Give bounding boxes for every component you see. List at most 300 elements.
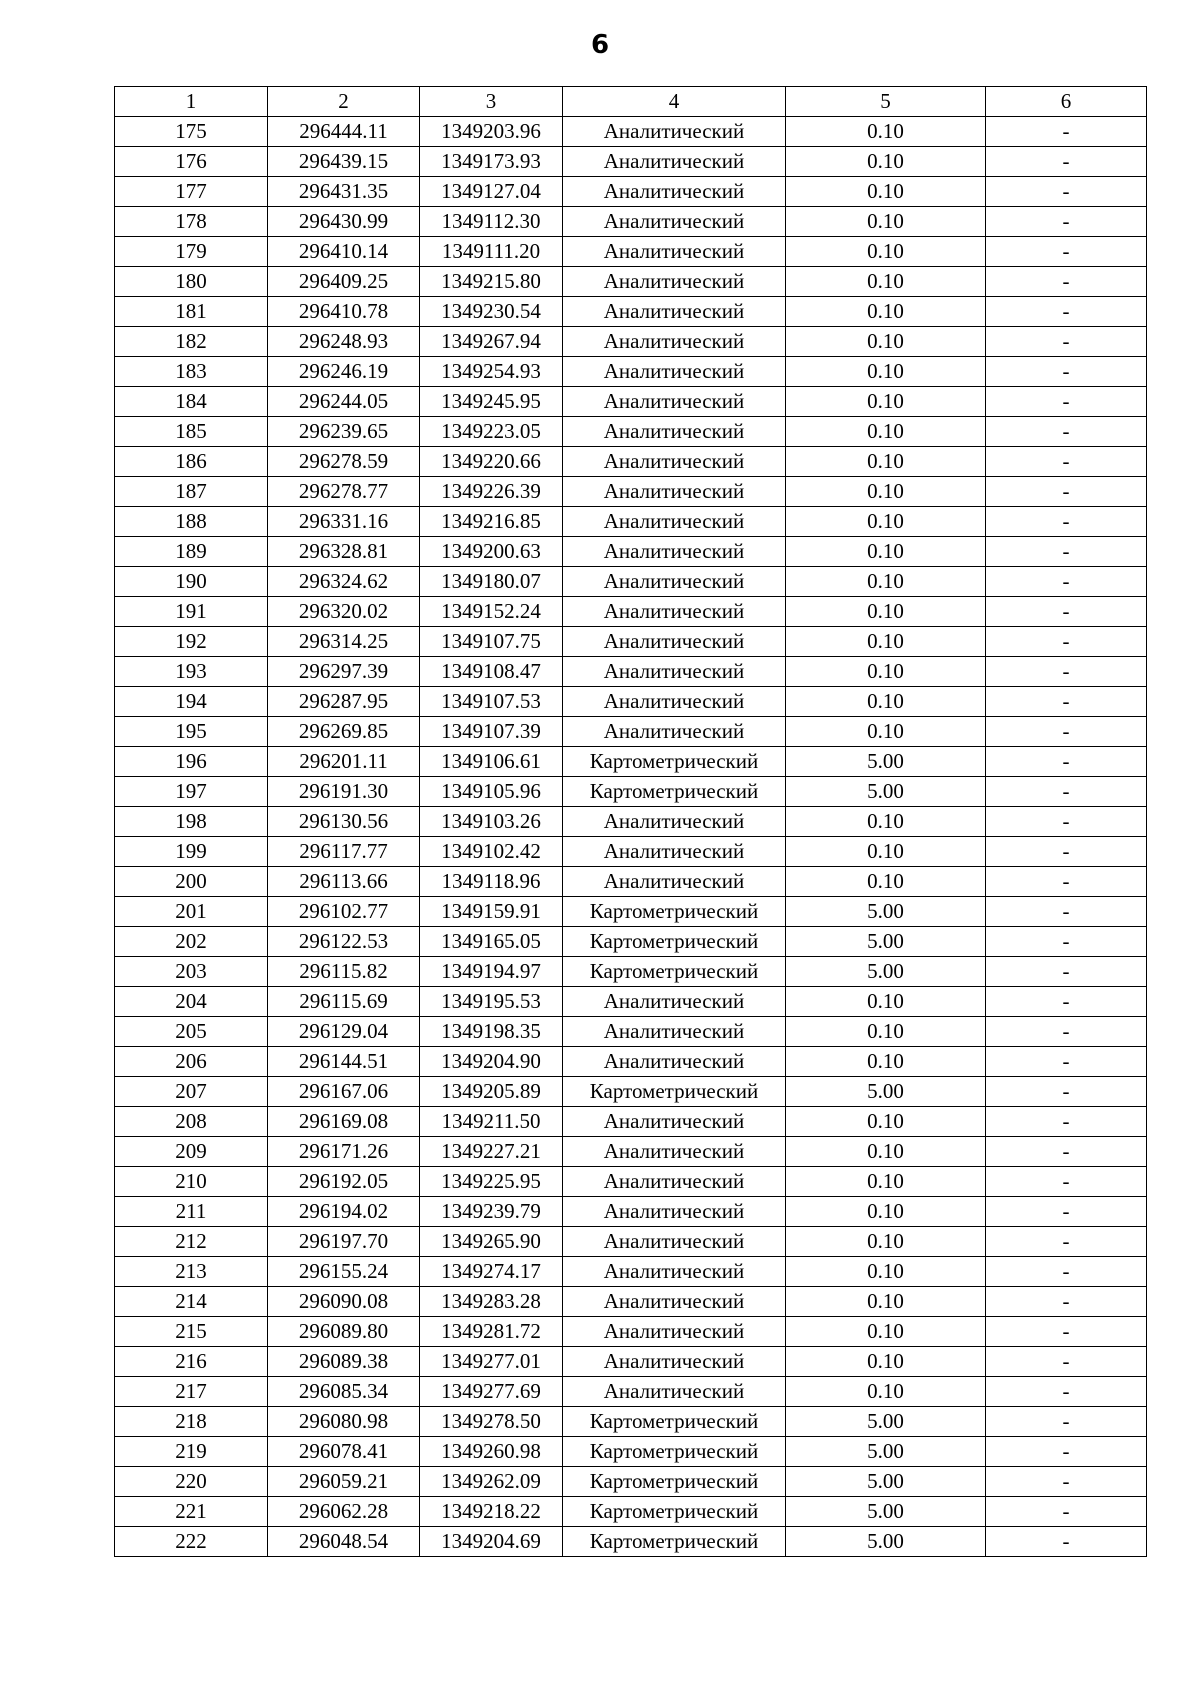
accuracy-cell: 0.10 xyxy=(786,807,986,837)
point-number-cell: 201 xyxy=(115,897,268,927)
accuracy-cell: 5.00 xyxy=(786,1527,986,1557)
x-coordinate-cell: 296144.51 xyxy=(268,1047,420,1077)
point-number-cell: 185 xyxy=(115,417,268,447)
accuracy-cell: 0.10 xyxy=(786,537,986,567)
table-row xyxy=(115,1527,1147,1557)
table-row xyxy=(115,1437,1147,1467)
point-number-cell: 216 xyxy=(115,1347,268,1377)
description-cell: - xyxy=(986,1167,1147,1197)
x-coordinate-cell: 296430.99 xyxy=(268,207,420,237)
y-coordinate-cell: 1349225.95 xyxy=(420,1167,563,1197)
method-cell: Аналитический xyxy=(563,1347,786,1377)
x-coordinate-cell: 296059.21 xyxy=(268,1467,420,1497)
y-coordinate-cell: 1349106.61 xyxy=(420,747,563,777)
accuracy-cell: 0.10 xyxy=(786,327,986,357)
point-number-cell: 211 xyxy=(115,1197,268,1227)
header-cell-col-1: 1 xyxy=(115,87,268,117)
description-cell: - xyxy=(986,687,1147,717)
description-cell: - xyxy=(986,447,1147,477)
x-coordinate-cell: 296246.19 xyxy=(268,357,420,387)
method-cell: Аналитический xyxy=(563,1287,786,1317)
table-row xyxy=(115,1497,1147,1527)
table-row xyxy=(115,1077,1147,1107)
accuracy-cell: 0.10 xyxy=(786,357,986,387)
x-coordinate-cell: 296320.02 xyxy=(268,597,420,627)
point-number-cell: 205 xyxy=(115,1017,268,1047)
point-number-cell: 192 xyxy=(115,627,268,657)
point-number-cell: 178 xyxy=(115,207,268,237)
method-cell: Аналитический xyxy=(563,297,786,327)
description-cell: - xyxy=(986,927,1147,957)
description-cell: - xyxy=(986,1287,1147,1317)
header-row xyxy=(115,87,1147,117)
point-number-cell: 175 xyxy=(115,117,268,147)
method-cell: Картометрический xyxy=(563,1527,786,1557)
point-number-cell: 186 xyxy=(115,447,268,477)
method-cell: Аналитический xyxy=(563,1107,786,1137)
y-coordinate-cell: 1349226.39 xyxy=(420,477,563,507)
x-coordinate-cell: 296331.16 xyxy=(268,507,420,537)
accuracy-cell: 0.10 xyxy=(786,1287,986,1317)
accuracy-cell: 0.10 xyxy=(786,837,986,867)
y-coordinate-cell: 1349230.54 xyxy=(420,297,563,327)
table-row xyxy=(115,1137,1147,1167)
y-coordinate-cell: 1349220.66 xyxy=(420,447,563,477)
method-cell: Аналитический xyxy=(563,867,786,897)
point-number-cell: 215 xyxy=(115,1317,268,1347)
accuracy-cell: 5.00 xyxy=(786,1497,986,1527)
x-coordinate-cell: 296090.08 xyxy=(268,1287,420,1317)
y-coordinate-cell: 1349118.96 xyxy=(420,867,563,897)
description-cell: - xyxy=(986,1437,1147,1467)
accuracy-cell: 0.10 xyxy=(786,1107,986,1137)
method-cell: Аналитический xyxy=(563,807,786,837)
x-coordinate-cell: 296117.77 xyxy=(268,837,420,867)
point-number-cell: 197 xyxy=(115,777,268,807)
y-coordinate-cell: 1349267.94 xyxy=(420,327,563,357)
table-row xyxy=(115,597,1147,627)
description-cell: - xyxy=(986,1257,1147,1287)
table-row xyxy=(115,537,1147,567)
accuracy-cell: 0.10 xyxy=(786,597,986,627)
accuracy-cell: 0.10 xyxy=(786,267,986,297)
y-coordinate-cell: 1349205.89 xyxy=(420,1077,563,1107)
accuracy-cell: 5.00 xyxy=(786,777,986,807)
y-coordinate-cell: 1349277.01 xyxy=(420,1347,563,1377)
accuracy-cell: 0.10 xyxy=(786,417,986,447)
table-row xyxy=(115,627,1147,657)
accuracy-cell: 0.10 xyxy=(786,447,986,477)
table-row xyxy=(115,267,1147,297)
method-cell: Аналитический xyxy=(563,1197,786,1227)
description-cell: - xyxy=(986,627,1147,657)
accuracy-cell: 0.10 xyxy=(786,1257,986,1287)
x-coordinate-cell: 296278.59 xyxy=(268,447,420,477)
y-coordinate-cell: 1349245.95 xyxy=(420,387,563,417)
x-coordinate-cell: 296080.98 xyxy=(268,1407,420,1437)
x-coordinate-cell: 296278.77 xyxy=(268,477,420,507)
description-cell: - xyxy=(986,567,1147,597)
y-coordinate-cell: 1349223.05 xyxy=(420,417,563,447)
accuracy-cell: 0.10 xyxy=(786,117,986,147)
description-cell: - xyxy=(986,987,1147,1017)
point-number-cell: 181 xyxy=(115,297,268,327)
accuracy-cell: 0.10 xyxy=(786,867,986,897)
x-coordinate-cell: 296130.56 xyxy=(268,807,420,837)
table-row xyxy=(115,687,1147,717)
x-coordinate-cell: 296431.35 xyxy=(268,177,420,207)
method-cell: Аналитический xyxy=(563,597,786,627)
description-cell: - xyxy=(986,1377,1147,1407)
header-cell-col-6: 6 xyxy=(986,87,1147,117)
y-coordinate-cell: 1349127.04 xyxy=(420,177,563,207)
y-coordinate-cell: 1349105.96 xyxy=(420,777,563,807)
point-number-cell: 177 xyxy=(115,177,268,207)
x-coordinate-cell: 296191.30 xyxy=(268,777,420,807)
x-coordinate-cell: 296297.39 xyxy=(268,657,420,687)
point-number-cell: 221 xyxy=(115,1497,268,1527)
point-number-cell: 189 xyxy=(115,537,268,567)
point-number-cell: 209 xyxy=(115,1137,268,1167)
y-coordinate-cell: 1349204.69 xyxy=(420,1527,563,1557)
y-coordinate-cell: 1349277.69 xyxy=(420,1377,563,1407)
point-number-cell: 196 xyxy=(115,747,268,777)
header-cell-col-5: 5 xyxy=(786,87,986,117)
page-number: 6 xyxy=(590,30,610,60)
x-coordinate-cell: 296113.66 xyxy=(268,867,420,897)
point-number-cell: 210 xyxy=(115,1167,268,1197)
table-row xyxy=(115,327,1147,357)
point-number-cell: 220 xyxy=(115,1467,268,1497)
accuracy-cell: 5.00 xyxy=(786,897,986,927)
table-row xyxy=(115,1377,1147,1407)
accuracy-cell: 5.00 xyxy=(786,1407,986,1437)
x-coordinate-cell: 296062.28 xyxy=(268,1497,420,1527)
accuracy-cell: 0.10 xyxy=(786,1167,986,1197)
method-cell: Картометрический xyxy=(563,1407,786,1437)
method-cell: Аналитический xyxy=(563,1047,786,1077)
header-cell-col-2: 2 xyxy=(268,87,420,117)
accuracy-cell: 0.10 xyxy=(786,177,986,207)
accuracy-cell: 0.10 xyxy=(786,1317,986,1347)
point-number-cell: 207 xyxy=(115,1077,268,1107)
table-row xyxy=(115,387,1147,417)
table-row xyxy=(115,1017,1147,1047)
description-cell: - xyxy=(986,1497,1147,1527)
method-cell: Аналитический xyxy=(563,357,786,387)
y-coordinate-cell: 1349103.26 xyxy=(420,807,563,837)
table-row xyxy=(115,717,1147,747)
y-coordinate-cell: 1349165.05 xyxy=(420,927,563,957)
x-coordinate-cell: 296129.04 xyxy=(268,1017,420,1047)
description-cell: - xyxy=(986,177,1147,207)
table-row xyxy=(115,747,1147,777)
description-cell: - xyxy=(986,1137,1147,1167)
method-cell: Аналитический xyxy=(563,447,786,477)
point-number-cell: 180 xyxy=(115,267,268,297)
y-coordinate-cell: 1349204.90 xyxy=(420,1047,563,1077)
method-cell: Аналитический xyxy=(563,177,786,207)
point-number-cell: 187 xyxy=(115,477,268,507)
method-cell: Аналитический xyxy=(563,1227,786,1257)
x-coordinate-cell: 296410.78 xyxy=(268,297,420,327)
method-cell: Аналитический xyxy=(563,687,786,717)
y-coordinate-cell: 1349195.53 xyxy=(420,987,563,1017)
description-cell: - xyxy=(986,207,1147,237)
point-number-cell: 213 xyxy=(115,1257,268,1287)
description-cell: - xyxy=(986,1197,1147,1227)
description-cell: - xyxy=(986,777,1147,807)
method-cell: Картометрический xyxy=(563,957,786,987)
y-coordinate-cell: 1349215.80 xyxy=(420,267,563,297)
point-number-cell: 204 xyxy=(115,987,268,1017)
point-number-cell: 214 xyxy=(115,1287,268,1317)
y-coordinate-cell: 1349200.63 xyxy=(420,537,563,567)
description-cell: - xyxy=(986,837,1147,867)
point-number-cell: 208 xyxy=(115,1107,268,1137)
method-cell: Аналитический xyxy=(563,267,786,297)
description-cell: - xyxy=(986,957,1147,987)
description-cell: - xyxy=(986,1467,1147,1497)
table-row xyxy=(115,657,1147,687)
method-cell: Картометрический xyxy=(563,927,786,957)
x-coordinate-cell: 296409.25 xyxy=(268,267,420,297)
point-number-cell: 198 xyxy=(115,807,268,837)
description-cell: - xyxy=(986,807,1147,837)
table-row xyxy=(115,1287,1147,1317)
table-row xyxy=(115,777,1147,807)
description-cell: - xyxy=(986,1317,1147,1347)
method-cell: Картометрический xyxy=(563,747,786,777)
table-row xyxy=(115,867,1147,897)
y-coordinate-cell: 1349173.93 xyxy=(420,147,563,177)
table-row xyxy=(115,357,1147,387)
point-number-cell: 206 xyxy=(115,1047,268,1077)
table-row xyxy=(115,957,1147,987)
description-cell: - xyxy=(986,1047,1147,1077)
accuracy-cell: 0.10 xyxy=(786,387,986,417)
method-cell: Картометрический xyxy=(563,777,786,807)
y-coordinate-cell: 1349107.75 xyxy=(420,627,563,657)
x-coordinate-cell: 296192.05 xyxy=(268,1167,420,1197)
y-coordinate-cell: 1349107.53 xyxy=(420,687,563,717)
x-coordinate-cell: 296089.80 xyxy=(268,1317,420,1347)
x-coordinate-cell: 296244.05 xyxy=(268,387,420,417)
y-coordinate-cell: 1349278.50 xyxy=(420,1407,563,1437)
y-coordinate-cell: 1349111.20 xyxy=(420,237,563,267)
table-row xyxy=(115,807,1147,837)
description-cell: - xyxy=(986,267,1147,297)
method-cell: Картометрический xyxy=(563,1077,786,1107)
description-cell: - xyxy=(986,897,1147,927)
table-row xyxy=(115,1407,1147,1437)
table-row xyxy=(115,1467,1147,1497)
accuracy-cell: 5.00 xyxy=(786,927,986,957)
x-coordinate-cell: 296410.14 xyxy=(268,237,420,267)
table-row xyxy=(115,1257,1147,1287)
x-coordinate-cell: 296102.77 xyxy=(268,897,420,927)
y-coordinate-cell: 1349159.91 xyxy=(420,897,563,927)
point-number-cell: 200 xyxy=(115,867,268,897)
description-cell: - xyxy=(986,297,1147,327)
accuracy-cell: 0.10 xyxy=(786,1047,986,1077)
y-coordinate-cell: 1349216.85 xyxy=(420,507,563,537)
method-cell: Аналитический xyxy=(563,537,786,567)
description-cell: - xyxy=(986,717,1147,747)
table-row xyxy=(115,237,1147,267)
accuracy-cell: 0.10 xyxy=(786,567,986,597)
description-cell: - xyxy=(986,1227,1147,1257)
description-cell: - xyxy=(986,417,1147,447)
method-cell: Аналитический xyxy=(563,207,786,237)
x-coordinate-cell: 296194.02 xyxy=(268,1197,420,1227)
y-coordinate-cell: 1349260.98 xyxy=(420,1437,563,1467)
point-number-cell: 218 xyxy=(115,1407,268,1437)
y-coordinate-cell: 1349108.47 xyxy=(420,657,563,687)
table-row xyxy=(115,927,1147,957)
y-coordinate-cell: 1349211.50 xyxy=(420,1107,563,1137)
point-number-cell: 179 xyxy=(115,237,268,267)
method-cell: Аналитический xyxy=(563,987,786,1017)
description-cell: - xyxy=(986,657,1147,687)
x-coordinate-cell: 296324.62 xyxy=(268,567,420,597)
header-cell-col-3: 3 xyxy=(420,87,563,117)
table-row xyxy=(115,1347,1147,1377)
method-cell: Аналитический xyxy=(563,387,786,417)
table-row xyxy=(115,147,1147,177)
x-coordinate-cell: 296122.53 xyxy=(268,927,420,957)
accuracy-cell: 0.10 xyxy=(786,1347,986,1377)
y-coordinate-cell: 1349265.90 xyxy=(420,1227,563,1257)
description-cell: - xyxy=(986,357,1147,387)
accuracy-cell: 0.10 xyxy=(786,297,986,327)
method-cell: Картометрический xyxy=(563,1437,786,1467)
method-cell: Аналитический xyxy=(563,417,786,447)
x-coordinate-cell: 296197.70 xyxy=(268,1227,420,1257)
point-number-cell: 203 xyxy=(115,957,268,987)
y-coordinate-cell: 1349283.28 xyxy=(420,1287,563,1317)
y-coordinate-cell: 1349180.07 xyxy=(420,567,563,597)
x-coordinate-cell: 296115.69 xyxy=(268,987,420,1017)
method-cell: Аналитический xyxy=(563,237,786,267)
accuracy-cell: 5.00 xyxy=(786,747,986,777)
description-cell: - xyxy=(986,1407,1147,1437)
accuracy-cell: 0.10 xyxy=(786,1377,986,1407)
x-coordinate-cell: 296439.15 xyxy=(268,147,420,177)
y-coordinate-cell: 1349254.93 xyxy=(420,357,563,387)
accuracy-cell: 0.10 xyxy=(786,1017,986,1047)
method-cell: Аналитический xyxy=(563,567,786,597)
header-cell-col-4: 4 xyxy=(563,87,786,117)
accuracy-cell: 0.10 xyxy=(786,1137,986,1167)
y-coordinate-cell: 1349112.30 xyxy=(420,207,563,237)
x-coordinate-cell: 296171.26 xyxy=(268,1137,420,1167)
method-cell: Аналитический xyxy=(563,327,786,357)
description-cell: - xyxy=(986,237,1147,267)
accuracy-cell: 0.10 xyxy=(786,477,986,507)
table-row xyxy=(115,567,1147,597)
x-coordinate-cell: 296078.41 xyxy=(268,1437,420,1467)
table-row xyxy=(115,1047,1147,1077)
y-coordinate-cell: 1349227.21 xyxy=(420,1137,563,1167)
y-coordinate-cell: 1349262.09 xyxy=(420,1467,563,1497)
y-coordinate-cell: 1349198.35 xyxy=(420,1017,563,1047)
method-cell: Аналитический xyxy=(563,1317,786,1347)
point-number-cell: 195 xyxy=(115,717,268,747)
table-row xyxy=(115,897,1147,927)
point-number-cell: 184 xyxy=(115,387,268,417)
accuracy-cell: 0.10 xyxy=(786,507,986,537)
description-cell: - xyxy=(986,1077,1147,1107)
method-cell: Аналитический xyxy=(563,657,786,687)
y-coordinate-cell: 1349194.97 xyxy=(420,957,563,987)
y-coordinate-cell: 1349281.72 xyxy=(420,1317,563,1347)
method-cell: Аналитический xyxy=(563,1167,786,1197)
x-coordinate-cell: 296089.38 xyxy=(268,1347,420,1377)
point-number-cell: 176 xyxy=(115,147,268,177)
description-cell: - xyxy=(986,327,1147,357)
y-coordinate-cell: 1349107.39 xyxy=(420,717,563,747)
x-coordinate-cell: 296314.25 xyxy=(268,627,420,657)
method-cell: Аналитический xyxy=(563,1017,786,1047)
description-cell: - xyxy=(986,537,1147,567)
point-number-cell: 194 xyxy=(115,687,268,717)
accuracy-cell: 0.10 xyxy=(786,147,986,177)
point-number-cell: 199 xyxy=(115,837,268,867)
point-number-cell: 193 xyxy=(115,657,268,687)
table-row xyxy=(115,117,1147,147)
point-number-cell: 188 xyxy=(115,507,268,537)
table-row xyxy=(115,1197,1147,1227)
accuracy-cell: 0.10 xyxy=(786,207,986,237)
table-row xyxy=(115,507,1147,537)
x-coordinate-cell: 296115.82 xyxy=(268,957,420,987)
table-row xyxy=(115,177,1147,207)
method-cell: Аналитический xyxy=(563,1257,786,1287)
description-cell: - xyxy=(986,477,1147,507)
x-coordinate-cell: 296167.06 xyxy=(268,1077,420,1107)
accuracy-cell: 0.10 xyxy=(786,717,986,747)
x-coordinate-cell: 296248.93 xyxy=(268,327,420,357)
table-row xyxy=(115,1317,1147,1347)
y-coordinate-cell: 1349239.79 xyxy=(420,1197,563,1227)
description-cell: - xyxy=(986,147,1147,177)
table-row xyxy=(115,297,1147,327)
table-row xyxy=(115,447,1147,477)
description-cell: - xyxy=(986,387,1147,417)
x-coordinate-cell: 296328.81 xyxy=(268,537,420,567)
y-coordinate-cell: 1349274.17 xyxy=(420,1257,563,1287)
y-coordinate-cell: 1349218.22 xyxy=(420,1497,563,1527)
accuracy-cell: 5.00 xyxy=(786,957,986,987)
accuracy-cell: 5.00 xyxy=(786,1437,986,1467)
table-row xyxy=(115,1227,1147,1257)
x-coordinate-cell: 296239.65 xyxy=(268,417,420,447)
x-coordinate-cell: 296048.54 xyxy=(268,1527,420,1557)
table-row xyxy=(115,837,1147,867)
coordinates-table xyxy=(114,86,1147,1557)
description-cell: - xyxy=(986,597,1147,627)
accuracy-cell: 0.10 xyxy=(786,627,986,657)
method-cell: Аналитический xyxy=(563,1377,786,1407)
method-cell: Аналитический xyxy=(563,837,786,867)
accuracy-cell: 0.10 xyxy=(786,987,986,1017)
method-cell: Аналитический xyxy=(563,477,786,507)
method-cell: Картометрический xyxy=(563,1467,786,1497)
method-cell: Аналитический xyxy=(563,717,786,747)
x-coordinate-cell: 296287.95 xyxy=(268,687,420,717)
x-coordinate-cell: 296155.24 xyxy=(268,1257,420,1287)
